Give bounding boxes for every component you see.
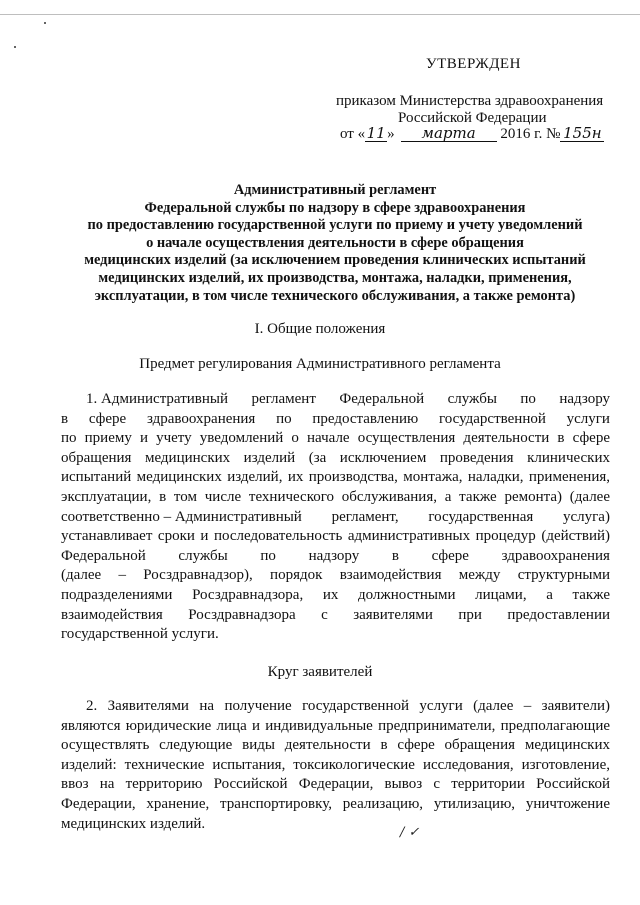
word: соответственно – Административный: [61, 508, 302, 525]
date-year: 2016 г. №: [500, 126, 561, 142]
word: в: [391, 547, 399, 564]
handwritten-month: марта: [401, 126, 497, 142]
subsection-heading: Круг заявителей: [267, 664, 373, 680]
word: регламент,: [331, 508, 399, 525]
word: структурными: [517, 567, 610, 584]
word: сфере: [431, 547, 469, 564]
word: надзору: [559, 391, 610, 407]
approved-heading: УТВЕРЖДЕН: [426, 56, 521, 72]
title-line: Административный регламент: [233, 182, 437, 198]
word: надзору: [308, 547, 360, 564]
order-line-2: Российской Федерации: [398, 110, 547, 126]
text-line: [61, 736, 610, 756]
word: здравоохранения: [501, 547, 610, 564]
word: должностными: [357, 586, 456, 603]
word: заявителями: [353, 606, 433, 623]
text-line: [61, 815, 610, 835]
word: эксплуатации, в том числе технического обслуживания, а также ремонта) (далее: [61, 488, 610, 505]
word: а: [546, 586, 553, 603]
word: по приему и учету уведомлений о начале осуществления деятельности в сфере: [61, 430, 610, 447]
date-mid: »: [387, 126, 395, 142]
order-date-line: [340, 126, 604, 143]
title-line: эксплуатации, в том числе технического обслуживания, а также ремонта): [94, 287, 576, 304]
text-line: [61, 586, 610, 606]
text-line: [61, 775, 610, 795]
text-line: [61, 468, 610, 488]
word: устанавливает сроки и последовательность административных процедур (действий): [61, 528, 610, 545]
word: Федеральной: [61, 547, 146, 564]
word: взаимодействия: [339, 567, 442, 584]
word: подразделениями: [61, 586, 173, 603]
word: осуществлять следующие виды деятельности в сфере обращения медицинских: [61, 737, 610, 754]
word: сфере: [88, 410, 127, 427]
text-line: [61, 566, 610, 586]
word: взаимодействия: [61, 606, 163, 623]
word: 1. Административный: [86, 391, 229, 407]
word: порядок: [270, 567, 323, 584]
text-line: [61, 429, 610, 449]
text-line: [61, 697, 610, 717]
word: испытаний медицинских изделий, их производства, монтажа, наладки, применения,: [61, 469, 610, 486]
subsection-heading: Предмет регулирования Административного регламента: [139, 356, 501, 372]
title-line: медицинских изделий (за исключением проведения клинических испытаний: [84, 252, 586, 269]
word: (далее: [61, 567, 102, 584]
text-line: [61, 449, 610, 469]
word: службы: [178, 547, 228, 564]
word: по: [520, 391, 536, 407]
text-line: [61, 488, 610, 508]
word: являются юридические лица и индивидуальные предприниматели, предполагающие: [61, 717, 610, 734]
word: ввоз на территорию Российской Федерации, вывоз с территории Российской: [61, 776, 610, 793]
scan-edge-line: [0, 14, 640, 15]
word: предоставлению: [312, 410, 419, 427]
word: регламент: [251, 391, 316, 407]
scan-speck: [14, 46, 16, 48]
regulation-title: [40, 182, 630, 305]
text-line: [61, 508, 610, 528]
word: Росздравнадзора,: [192, 586, 304, 603]
word: их: [322, 586, 339, 603]
word: Федерации, хранение, транспортировку, реализацию, утилизацию, уничтожение: [61, 795, 610, 812]
pen-mark: / ✓: [400, 825, 420, 840]
text-line: [61, 756, 610, 776]
text-line: [61, 547, 610, 567]
date-prefix: от «: [340, 126, 366, 142]
word: медицинских изделий.: [61, 815, 206, 832]
word: по: [276, 410, 292, 427]
text-line: [61, 625, 610, 645]
text-line: [61, 795, 610, 815]
word: Федеральной: [339, 391, 425, 407]
word: изделий: технические испытания, токсикологические исследования, изготовление,: [61, 756, 610, 773]
text-line: [61, 717, 610, 737]
word: услуги: [566, 410, 610, 427]
title-line: по предоставлению государственной услуги по приему и учету уведомлений: [87, 217, 583, 234]
word: 2. Заявителями на получение государственной услуги (далее – заявители): [86, 698, 610, 714]
text-line: [61, 410, 610, 430]
handwritten-order-number: 155н: [560, 126, 604, 142]
handwritten-day: 11: [366, 124, 386, 142]
word: по: [260, 547, 276, 564]
word: здравоохранения: [146, 410, 256, 427]
word: с: [321, 606, 328, 623]
title-line: медицинских изделий, их производства, монтажа, наладки, применения,: [98, 269, 572, 286]
word: Росздравнадзора: [188, 606, 296, 623]
paragraph-2: [61, 697, 610, 834]
text-line: [61, 390, 610, 410]
word: Росздравнадзор),: [143, 567, 253, 584]
word: государственная: [428, 508, 534, 525]
text-line: [61, 527, 610, 547]
word: обращения медицинских изделий (за исключением проведения клинических: [61, 449, 610, 466]
text-line: [61, 606, 610, 626]
word: также: [572, 586, 610, 603]
word: между: [458, 567, 501, 584]
word: –: [118, 567, 126, 584]
word: при: [458, 606, 482, 623]
word: службы: [447, 391, 497, 407]
paragraph-1: [61, 390, 610, 645]
order-line-1: приказом Министерства здравоохранения: [336, 93, 604, 109]
word: государственной: [438, 410, 546, 427]
scan-speck: [44, 22, 46, 24]
word: в: [61, 410, 69, 427]
word: государственной услуги.: [61, 626, 219, 643]
title-line: о начале осуществления деятельности в сфере обращения: [146, 234, 524, 251]
word: предоставлении: [507, 606, 610, 623]
section-heading: I. Общие положения: [254, 321, 386, 337]
word: лицами,: [475, 586, 527, 603]
title-line: Федеральной службы по надзору в сфере здравоохранения: [144, 199, 526, 216]
word: услуга): [563, 508, 610, 525]
